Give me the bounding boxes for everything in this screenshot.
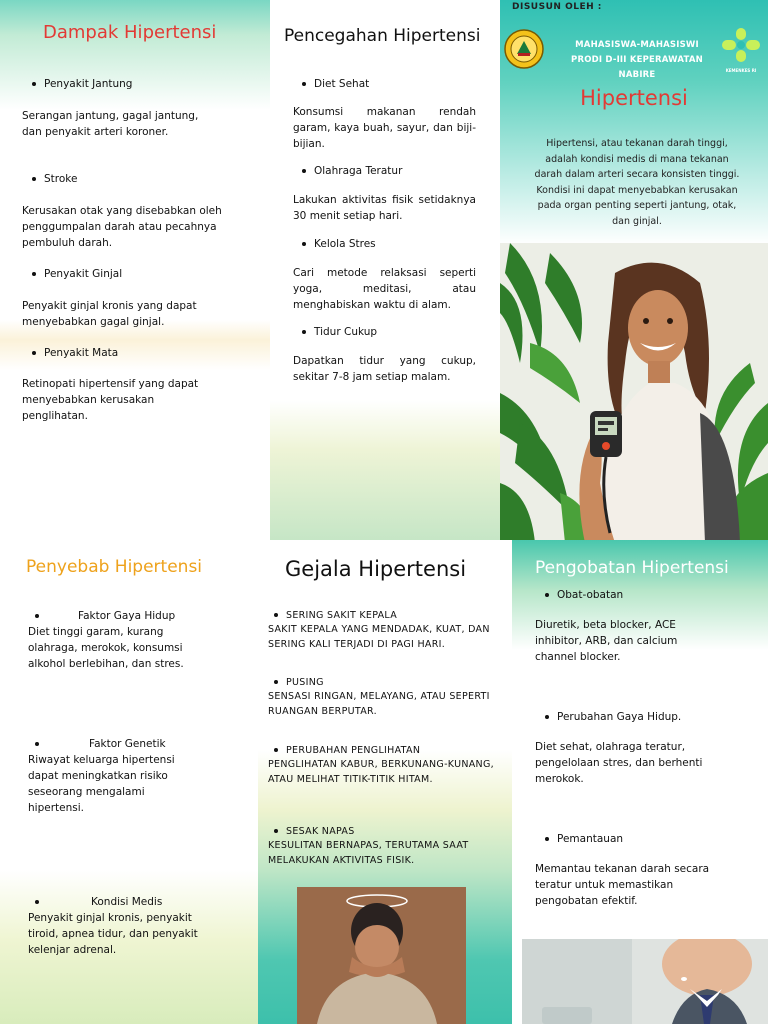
panel-penyebab	[0, 540, 258, 1024]
pengobatan-item-3-heading: Pemantauan	[545, 831, 623, 847]
woman-bp-monitor-photo	[500, 243, 768, 543]
pencegahan-item-1-desc: Konsumsi makanan rendah garam, kaya buah, sayur, dan biji-bijian.	[293, 106, 476, 150]
pengobatan-item-1-desc: Diuretik, beta blocker, ACE inhibitor, ARB, dan calcium channel blocker.	[535, 619, 678, 663]
panel-cover	[500, 0, 768, 245]
panel-dampak	[0, 0, 270, 540]
pengobatan-item-1-heading: Obat-obatan	[545, 587, 623, 603]
pencegahan-title: Pencegahan Hipertensi	[284, 26, 481, 46]
pengobatan-title: Pengobatan Hipertensi	[535, 558, 729, 578]
panel-pengobatan	[512, 540, 768, 1024]
dizzy-man-photo	[297, 887, 466, 1024]
author-line-1: MAHASISWA-MAHASISWI	[575, 40, 699, 50]
pencegahan-item-1-heading: Diet Sehat	[302, 76, 369, 92]
gejala-item-2-heading: PUSING	[274, 675, 324, 690]
pengobatan-item-2-desc: Diet sehat, olahraga teratur, pengelolaan stres, dan berhenti merokok.	[535, 741, 703, 785]
penyebab-item-2-desc: Riwayat keluarga hipertensi dapat meningkatkan risiko seseorang mengalami hipertensi.	[28, 754, 175, 814]
gejala-item-1-desc: SAKIT KEPALA YANG MENDADAK, KUAT, DAN SERING KALI TERJADI DI PAGI HARI.	[268, 624, 490, 650]
author-line-2: PRODI D-III KEPERAWATAN NABIRE	[571, 55, 703, 80]
cover-intro: Hipertensi, atau tekanan darah tinggi, adalah kondisi medis di mana tekanan darah dalam arteri secara konsisten tinggi. Kondisi ini dapat menyebabkan kerusakan pada organ penting seperti jantung, otak, dan ginjal.	[534, 138, 740, 227]
pencegahan-item-2-desc: Lakukan aktivitas fisik setidaknya 30 menit setiap hari.	[293, 194, 476, 222]
dampak-item-3-heading: Penyakit Ginjal	[32, 266, 122, 282]
panel-pencegahan	[270, 0, 500, 540]
dampak-item-1-heading: Penyakit Jantung	[32, 76, 132, 92]
penyebab-item-1-desc: Diet tinggi garam, kurang olahraga, merokok, konsumsi alkohol berlebihan, dan stres.	[28, 626, 184, 670]
pencegahan-item-3-heading: Kelola Stres	[302, 236, 376, 252]
university-logo	[503, 28, 545, 70]
gejala-item-4-heading: SESAK NAPAS	[274, 824, 355, 839]
disusun-label: DISUSUN OLEH :	[512, 2, 602, 12]
gejala-item-1-heading: SERING SAKIT KEPALA	[274, 608, 397, 623]
gejala-item-2-desc: SENSASI RINGAN, MELAYANG, ATAU SEPERTI RUANGAN BERPUTAR.	[268, 691, 490, 717]
penyebab-item-2-heading: Faktor Genetik	[35, 736, 166, 752]
penyebab-title: Penyebab Hipertensi	[26, 557, 203, 577]
penyebab-item-1-heading: Faktor Gaya Hidup	[35, 608, 175, 624]
pengobatan-item-2-heading: Perubahan Gaya Hidup.	[545, 709, 681, 725]
gejala-item-4-desc: KESULITAN BERNAPAS, TERUTAMA SAAT MELAKUKAN AKTIVITAS FISIK.	[268, 840, 469, 866]
penyebab-item-3-heading: Kondisi Medis	[35, 894, 162, 910]
dampak-title: Dampak Hipertensi	[43, 22, 217, 43]
gejala-title: Gejala Hipertensi	[285, 557, 467, 581]
kemenkes-label: KEMENKES RI	[725, 68, 757, 73]
kemenkes-logo	[720, 26, 766, 74]
penyebab-item-3-desc: Penyakit ginjal kronis, penyakit tiroid, apnea tidur, dan penyakit kelenjar adrenal.	[28, 912, 198, 956]
pencegahan-item-2-heading: Olahraga Teratur	[302, 163, 402, 179]
panel-gejala	[258, 540, 512, 1024]
dampak-item-4-desc: Retinopati hipertensif yang dapat menyebabkan kerusakan penglihatan.	[22, 378, 199, 422]
dampak-item-1-desc: Serangan jantung, gagal jantung, dan penyakit arteri koroner.	[22, 110, 199, 138]
dampak-item-4-heading: Penyakit Mata	[32, 345, 118, 361]
pencegahan-item-4-heading: Tidur Cukup	[302, 324, 377, 340]
cover-title: Hipertensi	[580, 86, 688, 110]
pencegahan-item-3-desc: Cari metode relaksasi seperti yoga, meditasi, atau menghabiskan waktu di alam.	[293, 267, 476, 311]
dampak-item-2-desc: Kerusakan otak yang disebabkan oleh penggumpalan darah atau pecahnya pembuluh darah.	[22, 205, 222, 249]
man-taking-pill-photo	[522, 939, 768, 1024]
gejala-item-3-desc: PENGLIHATAN KABUR, BERKUNANG-KUNANG, ATAU MELIHAT TITIK-TITIK HITAM.	[268, 759, 494, 785]
author-block	[552, 38, 722, 83]
dampak-item-2-heading: Stroke	[32, 171, 77, 187]
pencegahan-item-4-desc: Dapatkan tidur yang cukup, sekitar 7-8 jam setiap malam.	[293, 355, 476, 383]
dampak-item-3-desc: Penyakit ginjal kronis yang dapat menyebabkan gagal ginjal.	[22, 300, 197, 328]
gejala-item-3-heading: PERUBAHAN PENGLIHATAN	[274, 743, 420, 758]
pengobatan-item-3-desc: Memantau tekanan darah secara teratur untuk memastikan pengobatan efektif.	[535, 863, 710, 907]
